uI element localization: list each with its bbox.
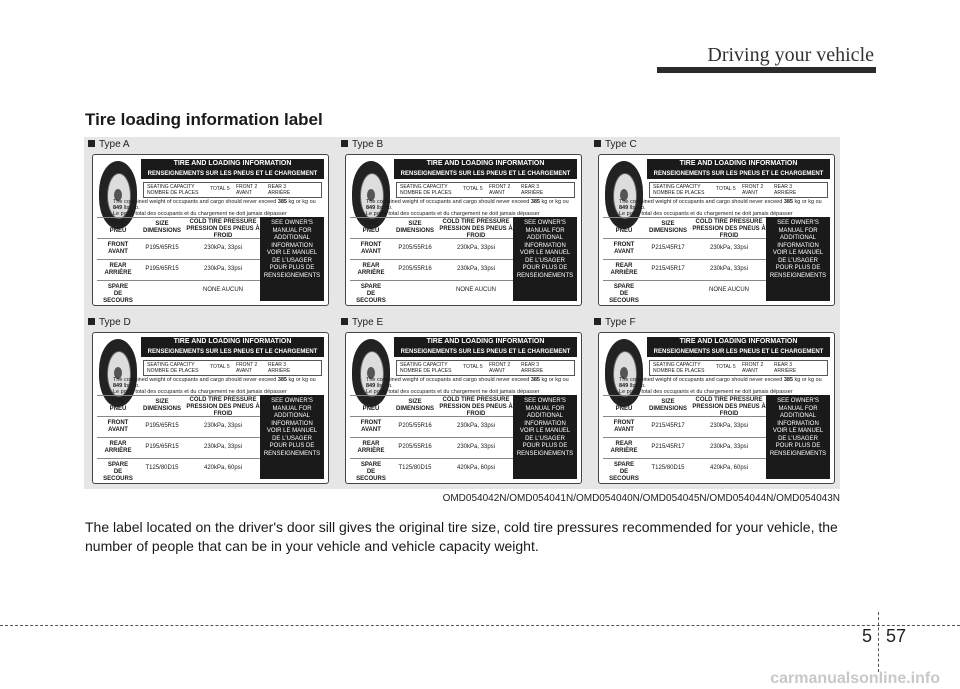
type-label <box>88 139 130 150</box>
owner-note-line: INFORMATION <box>777 242 819 249</box>
body-text: The label located on the driver's door sill gives the original tire size, cold tire pressures recommended for your vehicle, the number of people that can be in your vehicle and vehicle capacity weight. <box>85 519 838 554</box>
owner-note-line: DE L'USAGER <box>778 435 818 442</box>
see-owners-manual-box <box>513 217 577 301</box>
type-label-text: Type D <box>99 317 131 328</box>
seating-capacity-box <box>143 360 322 376</box>
combined-weight-text: The combined weight of occupants and cargo should never exceed 385 kg or kg ou 849 lbs. lb. Le poids total des occupants et du chargement ne doit jamais dépasser <box>619 199 822 217</box>
owner-note-line: RENSEIGNEMENTS <box>263 450 321 457</box>
table-row: FRONT AVANT P195/65R15 230kPa, 33psi <box>97 238 261 259</box>
owner-note-line: POUR PLUS DE <box>522 265 568 271</box>
table-header-row: TIRE PNEU SIZE DIMENSIONS COLD TIRE PRESSURE PRESSION DES PNEUS À FROID <box>603 395 767 416</box>
seating-capacity-label: SEATING CAPACITY NOMBRE DE PLACES <box>147 184 199 196</box>
owner-note-line: SEE OWNER'S <box>777 398 819 404</box>
owner-note-line: DE L'USAGER <box>272 257 312 264</box>
label-banner <box>141 337 324 357</box>
table-row: FRONT AVANT P205/55R16 230kPa, 33psi <box>350 238 514 259</box>
seating-capacity-label: SEATING CAPACITY NOMBRE DE PLACES <box>400 184 452 196</box>
table-header-row: TIRE PNEU SIZE DIMENSIONS COLD TIRE PRESSURE PRESSION DES PNEUS À FROID <box>350 217 514 238</box>
label-banner <box>394 337 577 357</box>
owner-note-line: VOIR LE MANUEL <box>519 250 571 256</box>
table-row: SPARE DE SECOURS NONE AUCUN <box>97 280 261 301</box>
type-label-text: Type F <box>605 317 636 328</box>
square-bullet-icon <box>88 140 95 147</box>
owner-note-line: RENSEIGNEMENTS <box>516 272 574 279</box>
seating-capacity-label: SEATING CAPACITY NOMBRE DE PLACES <box>400 362 452 374</box>
label-banner <box>141 159 324 179</box>
table-row: SPARE DE SECOURS NONE AUCUN <box>350 280 514 301</box>
page-number: 57 <box>886 626 907 646</box>
rear-seats: REAR 3 ARRIÈRE <box>268 362 291 374</box>
rear-seats: REAR 3 ARRIÈRE <box>268 184 291 196</box>
seating-capacity-box <box>649 182 828 198</box>
label-grid <box>84 137 840 489</box>
tire-label-type-b <box>337 137 584 309</box>
square-bullet-icon <box>594 318 601 325</box>
label-banner <box>394 159 577 179</box>
table-row: SPARE DE SECOURS T125/80D15 420kPa, 60psi <box>350 458 514 479</box>
square-bullet-icon <box>88 318 95 325</box>
footer-vertical-divider <box>878 612 879 672</box>
total-label: TOTAL 5 <box>210 186 230 192</box>
table-row: SPARE DE SECOURS T125/80D15 420kPa, 60psi <box>97 458 261 479</box>
owner-note-line: SEE OWNER'S <box>777 220 819 226</box>
section-title: Tire loading information label <box>85 110 323 129</box>
footer-divider <box>0 625 960 626</box>
front-seats: FRONT 2 AVANT <box>489 362 511 374</box>
owner-note-line: SEE OWNER'S <box>271 220 313 226</box>
total-label: TOTAL 5 <box>463 186 483 192</box>
total-label: TOTAL 5 <box>210 364 230 370</box>
banner-en: TIRE AND LOADING INFORMATION <box>426 338 545 345</box>
header-title: Driving your vehicle <box>707 44 874 66</box>
owner-note-line: DE L'USAGER <box>525 435 565 442</box>
seating-capacity-label: SEATING CAPACITY NOMBRE DE PLACES <box>653 184 705 196</box>
seating-capacity-box <box>396 182 575 198</box>
owner-note-line: VOIR LE MANUEL <box>772 250 824 256</box>
total-label: TOTAL 5 <box>716 186 736 192</box>
owner-note-line: DE L'USAGER <box>525 257 565 264</box>
see-owners-manual-box <box>766 395 830 479</box>
table-row: REAR ARRIÈRE P215/45R17 230kPa, 33psi <box>603 259 767 280</box>
banner-fr: RENSEIGNEMENTS SUR LES PNEUS ET LE CHARGEMENT <box>653 171 824 177</box>
table-row: REAR ARRIÈRE P215/45R17 230kPa, 33psi <box>603 437 767 458</box>
label-card <box>345 332 582 484</box>
table-row: REAR ARRIÈRE P205/55R16 230kPa, 33psi <box>350 437 514 458</box>
type-label-text: Type B <box>352 139 384 150</box>
square-bullet-icon <box>341 140 348 147</box>
type-label <box>594 317 636 328</box>
rear-seats: REAR 3 ARRIÈRE <box>521 362 544 374</box>
tire-label-type-d <box>84 315 331 487</box>
owner-note-line: MANUAL FOR <box>272 405 312 412</box>
banner-en: TIRE AND LOADING INFORMATION <box>679 338 798 345</box>
rear-seats: REAR 3 ARRIÈRE <box>774 362 797 374</box>
banner-fr: RENSEIGNEMENTS SUR LES PNEUS ET LE CHARGEMENT <box>653 349 824 355</box>
owner-note-line: MANUAL FOR <box>525 405 565 412</box>
owner-note-line: MANUAL FOR <box>778 227 818 234</box>
owner-note-line: ADDITIONAL <box>779 413 816 419</box>
owner-note-line: DE L'USAGER <box>272 435 312 442</box>
owner-note-line: MANUAL FOR <box>525 227 565 234</box>
owner-note-line: ADDITIONAL <box>273 235 310 241</box>
combined-weight-text: The combined weight of occupants and cargo should never exceed 385 kg or kg ou 849 lbs. lb. Le poids total des occupants et du chargement ne doit jamais dépasser <box>366 377 569 395</box>
table-header-row: TIRE PNEU SIZE DIMENSIONS COLD TIRE PRESSURE PRESSION DES PNEUS À FROID <box>603 217 767 238</box>
seating-capacity-box <box>143 182 322 198</box>
table-row: FRONT AVANT P215/45R17 230kPa, 33psi <box>603 238 767 259</box>
banner-fr: RENSEIGNEMENTS SUR LES PNEUS ET LE CHARGEMENT <box>400 349 571 355</box>
banner-en: TIRE AND LOADING INFORMATION <box>426 160 545 167</box>
banner-fr: RENSEIGNEMENTS SUR LES PNEUS ET LE CHARGEMENT <box>400 171 571 177</box>
label-card <box>92 332 329 484</box>
square-bullet-icon <box>594 140 601 147</box>
owner-note-line: SEE OWNER'S <box>271 398 313 404</box>
banner-en: TIRE AND LOADING INFORMATION <box>173 338 292 345</box>
owner-note-line: SEE OWNER'S <box>524 220 566 226</box>
tire-label-type-a <box>84 137 331 309</box>
banner-en: TIRE AND LOADING INFORMATION <box>679 160 798 167</box>
banner-fr: RENSEIGNEMENTS SUR LES PNEUS ET LE CHARGEMENT <box>147 171 318 177</box>
tire-label-type-e <box>337 315 584 487</box>
table-header-row: TIRE PNEU SIZE DIMENSIONS COLD TIRE PRESSURE PRESSION DES PNEUS À FROID <box>350 395 514 416</box>
owner-note-line: INFORMATION <box>271 420 313 427</box>
table-row: SPARE DE SECOURS NONE AUCUN <box>603 280 767 301</box>
watermark: carmanualsonline.info <box>770 670 940 687</box>
owner-note-line: ADDITIONAL <box>273 413 310 419</box>
banner-en: TIRE AND LOADING INFORMATION <box>173 160 292 167</box>
table-row: REAR ARRIÈRE P195/65R15 230kPa, 33psi <box>97 437 261 458</box>
chapter-number: 5 <box>862 626 873 646</box>
table-row: REAR ARRIÈRE P205/55R16 230kPa, 33psi <box>350 259 514 280</box>
label-card <box>598 154 835 306</box>
table-header-row: TIRE PNEU SIZE DIMENSIONS COLD TIRE PRESSURE PRESSION DES PNEUS À FROID <box>97 395 261 416</box>
see-owners-manual-box <box>260 217 324 301</box>
see-owners-manual-box <box>260 395 324 479</box>
owner-note-line: SEE OWNER'S <box>524 398 566 404</box>
type-label <box>88 317 131 328</box>
owner-note-line: MANUAL FOR <box>272 227 312 234</box>
owner-note-line: RENSEIGNEMENTS <box>769 450 827 457</box>
owner-note-line: ADDITIONAL <box>526 235 563 241</box>
see-owners-manual-box <box>766 217 830 301</box>
seating-capacity-box <box>396 360 575 376</box>
front-seats: FRONT 2 AVANT <box>236 362 258 374</box>
owner-note-line: RENSEIGNEMENTS <box>516 450 574 457</box>
total-label: TOTAL 5 <box>716 364 736 370</box>
type-label-text: Type E <box>352 317 384 328</box>
owner-note-line: INFORMATION <box>777 420 819 427</box>
figure-codes: OMD054042N/OMD054041N/OMD054040N/OMD054045N/OMD054044N/OMD054043N <box>442 493 840 504</box>
tire-label-type-f <box>590 315 837 487</box>
rear-seats: REAR 3 ARRIÈRE <box>774 184 797 196</box>
combined-weight-text: The combined weight of occupants and cargo should never exceed 385 kg or kg ou 849 lbs. lb. Le poids total des occupants et du chargement ne doit jamais dépasser <box>366 199 569 217</box>
table-row: REAR ARRIÈRE P195/65R15 230kPa, 33psi <box>97 259 261 280</box>
seating-capacity-label: SEATING CAPACITY NOMBRE DE PLACES <box>653 362 705 374</box>
owner-note-line: POUR PLUS DE <box>522 443 568 449</box>
owner-note-line: RENSEIGNEMENTS <box>769 272 827 279</box>
front-seats: FRONT 2 AVANT <box>742 184 764 196</box>
owner-note-line: VOIR LE MANUEL <box>519 428 571 434</box>
label-card <box>345 154 582 306</box>
combined-weight-text: The combined weight of occupants and cargo should never exceed 385 kg or kg ou 849 lbs. lb. Le poids total des occupants et du chargement ne doit jamais dépasser <box>619 377 822 395</box>
owner-note-line: DE L'USAGER <box>778 257 818 264</box>
owner-note-line: POUR PLUS DE <box>269 265 315 271</box>
type-label <box>341 139 383 150</box>
total-label: TOTAL 5 <box>463 364 483 370</box>
owner-note-line: VOIR LE MANUEL <box>266 250 318 256</box>
owner-note-line: VOIR LE MANUEL <box>266 428 318 434</box>
type-label <box>341 317 383 328</box>
owner-note-line: RENSEIGNEMENTS <box>263 272 321 279</box>
table-row: FRONT AVANT P205/55R16 230kPa, 33psi <box>350 416 514 437</box>
front-seats: FRONT 2 AVANT <box>236 184 258 196</box>
owner-note-line: POUR PLUS DE <box>269 443 315 449</box>
label-card <box>92 154 329 306</box>
type-label-text: Type C <box>605 139 637 150</box>
table-row: SPARE DE SECOURS T125/80D15 420kPa, 60psi <box>603 458 767 479</box>
owner-note-line: ADDITIONAL <box>779 235 816 241</box>
type-label <box>594 139 637 150</box>
rear-seats: REAR 3 ARRIÈRE <box>521 184 544 196</box>
banner-fr: RENSEIGNEMENTS SUR LES PNEUS ET LE CHARGEMENT <box>147 349 318 355</box>
type-label-text: Type A <box>99 139 130 150</box>
tire-label-type-c <box>590 137 837 309</box>
owner-note-line: POUR PLUS DE <box>775 265 821 271</box>
header-bar <box>657 67 876 73</box>
combined-weight-text: The combined weight of occupants and cargo should never exceed 385 kg or kg ou 849 lbs. lb. Le poids total des occupants et du chargement ne doit jamais dépasser <box>113 199 316 217</box>
owner-note-line: ADDITIONAL <box>526 413 563 419</box>
table-row: FRONT AVANT P215/45R17 230kPa, 33psi <box>603 416 767 437</box>
seating-capacity-label: SEATING CAPACITY NOMBRE DE PLACES <box>147 362 199 374</box>
seating-capacity-box <box>649 360 828 376</box>
label-banner <box>647 159 830 179</box>
owner-note-line: INFORMATION <box>524 242 566 249</box>
combined-weight-text: The combined weight of occupants and cargo should never exceed 385 kg or kg ou 849 lbs. lb. Le poids total des occupants et du chargement ne doit jamais dépasser <box>113 377 316 395</box>
front-seats: FRONT 2 AVANT <box>489 184 511 196</box>
label-card <box>598 332 835 484</box>
front-seats: FRONT 2 AVANT <box>742 362 764 374</box>
table-row: FRONT AVANT P195/65R15 230kPa, 33psi <box>97 416 261 437</box>
owner-note-line: POUR PLUS DE <box>775 443 821 449</box>
owner-note-line: VOIR LE MANUEL <box>772 428 824 434</box>
label-banner <box>647 337 830 357</box>
see-owners-manual-box <box>513 395 577 479</box>
table-header-row: TIRE PNEU SIZE DIMENSIONS COLD TIRE PRESSURE PRESSION DES PNEUS À FROID <box>97 217 261 238</box>
owner-note-line: MANUAL FOR <box>778 405 818 412</box>
owner-note-line: INFORMATION <box>271 242 313 249</box>
owner-note-line: INFORMATION <box>524 420 566 427</box>
square-bullet-icon <box>341 318 348 325</box>
